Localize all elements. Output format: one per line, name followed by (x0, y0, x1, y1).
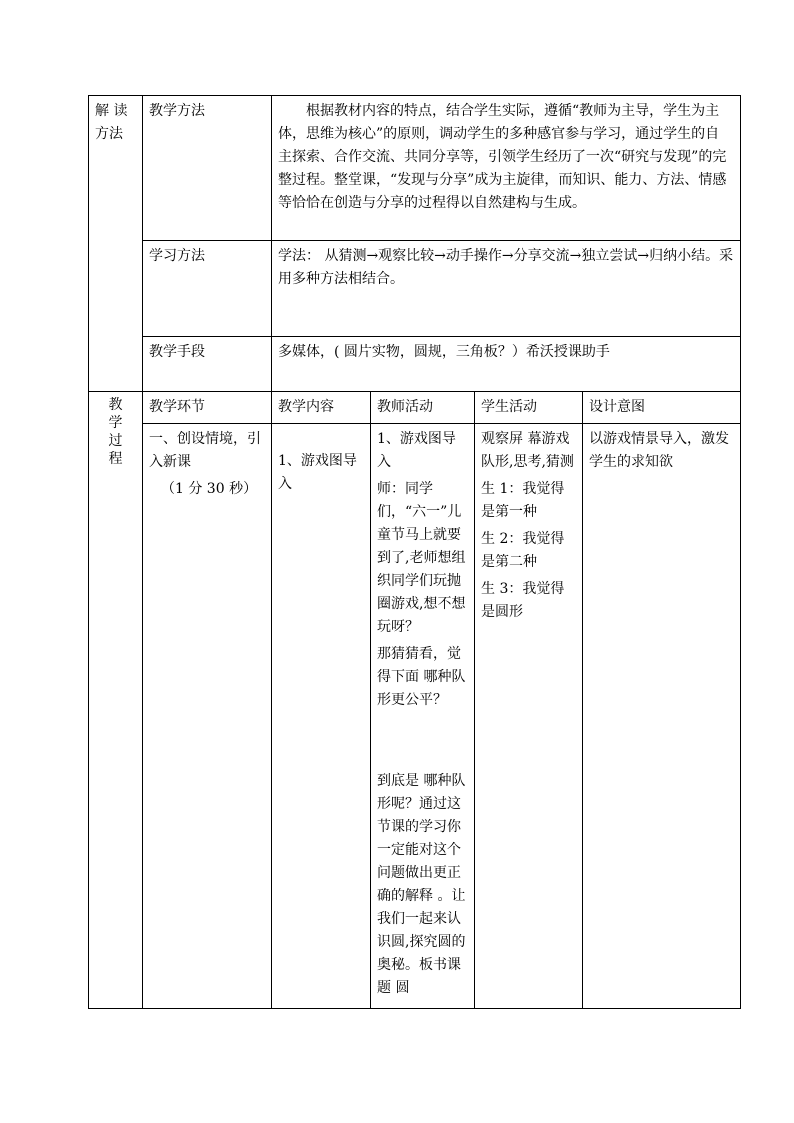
row-label-teaching-method: 教学方法 (143, 96, 272, 241)
learning-method-text: 学法： 从猜测→观察比较→动手操作→分享交流→独立尝试→归纳小结。采用多种方法相结合。 (272, 241, 741, 337)
student-line-2: 生 1：我觉得是第一种 (481, 481, 565, 520)
intent-cell: 以游戏情景导入，激发学生的求知欲 (583, 424, 741, 1009)
header-intent: 设计意图 (583, 392, 741, 424)
section-label-interpretation: 解 读方法 (89, 96, 143, 392)
teaching-means-text: 多媒体，( 圆片实物，圆规，三角板？）希沃授课助手 (272, 337, 741, 392)
content-text: 1、游戏图导入 (278, 453, 357, 492)
process-content-row (89, 424, 741, 1009)
row-label-teaching-means: 教学手段 (143, 337, 272, 392)
teacher-line-3: 那猜猜看，觉得下面 哪种队形更公平？ (377, 646, 466, 708)
learning-method-row (89, 241, 741, 337)
teaching-method-text: 根据教材内容的特点，结合学生实际，遵循“教师为主导，学生为主体，思维为核心”的原则，调动学生的多种感官参与学习，通过学生的自 主探索、合作交流、共同分享等，引领学生经历了一次“研究与发现”的完整过程。整堂课，“发现与分享”成为主旋律，而知识、能力、方法、情感等恰恰在创造与分享的过程得以自然建构与生成。 (272, 96, 741, 241)
teacher-line-2: 师：同学们，“六一”儿童节马上就要到了,老师想组织同学们玩抛圈游戏,想不想玩呀？ (377, 481, 466, 635)
method-row (89, 96, 741, 241)
teacher-line-4: 到底是 哪种队形呢？通过这节课的学习你一定能对这个问题做出更正确的解释 。让我们一起来认识圆,探究圆的奥秘。板书课题 圆 (377, 773, 466, 996)
student-line-1: 观察屏 幕游戏队形,思考,猜测 (481, 431, 574, 470)
row-label-learning-method: 学习方法 (143, 241, 272, 337)
header-student: 学生活动 (475, 392, 583, 424)
student-line-3: 生 2：我觉得是第二种 (481, 531, 565, 570)
section-label-process (89, 392, 143, 1009)
student-line-4: 生 3：我觉得是圆形 (481, 581, 565, 620)
teacher-line-1: 1、游戏图导入 (377, 431, 456, 470)
stage-title: 一、创设情境，引入新课 (149, 431, 261, 470)
stage-time: （1 分 30 秒） (161, 481, 258, 497)
content-cell (272, 424, 371, 1009)
header-stage: 教学环节 (143, 392, 272, 424)
lesson-plan-table (88, 95, 741, 1009)
header-content: 教学内容 (272, 392, 371, 424)
stage-cell (143, 424, 272, 1009)
header-teacher: 教师活动 (371, 392, 475, 424)
process-header-row (89, 392, 741, 424)
student-cell (475, 424, 583, 1009)
teaching-means-row (89, 337, 741, 392)
teacher-cell (371, 424, 475, 1009)
section-label-process-text: 教学过程 (108, 397, 123, 467)
